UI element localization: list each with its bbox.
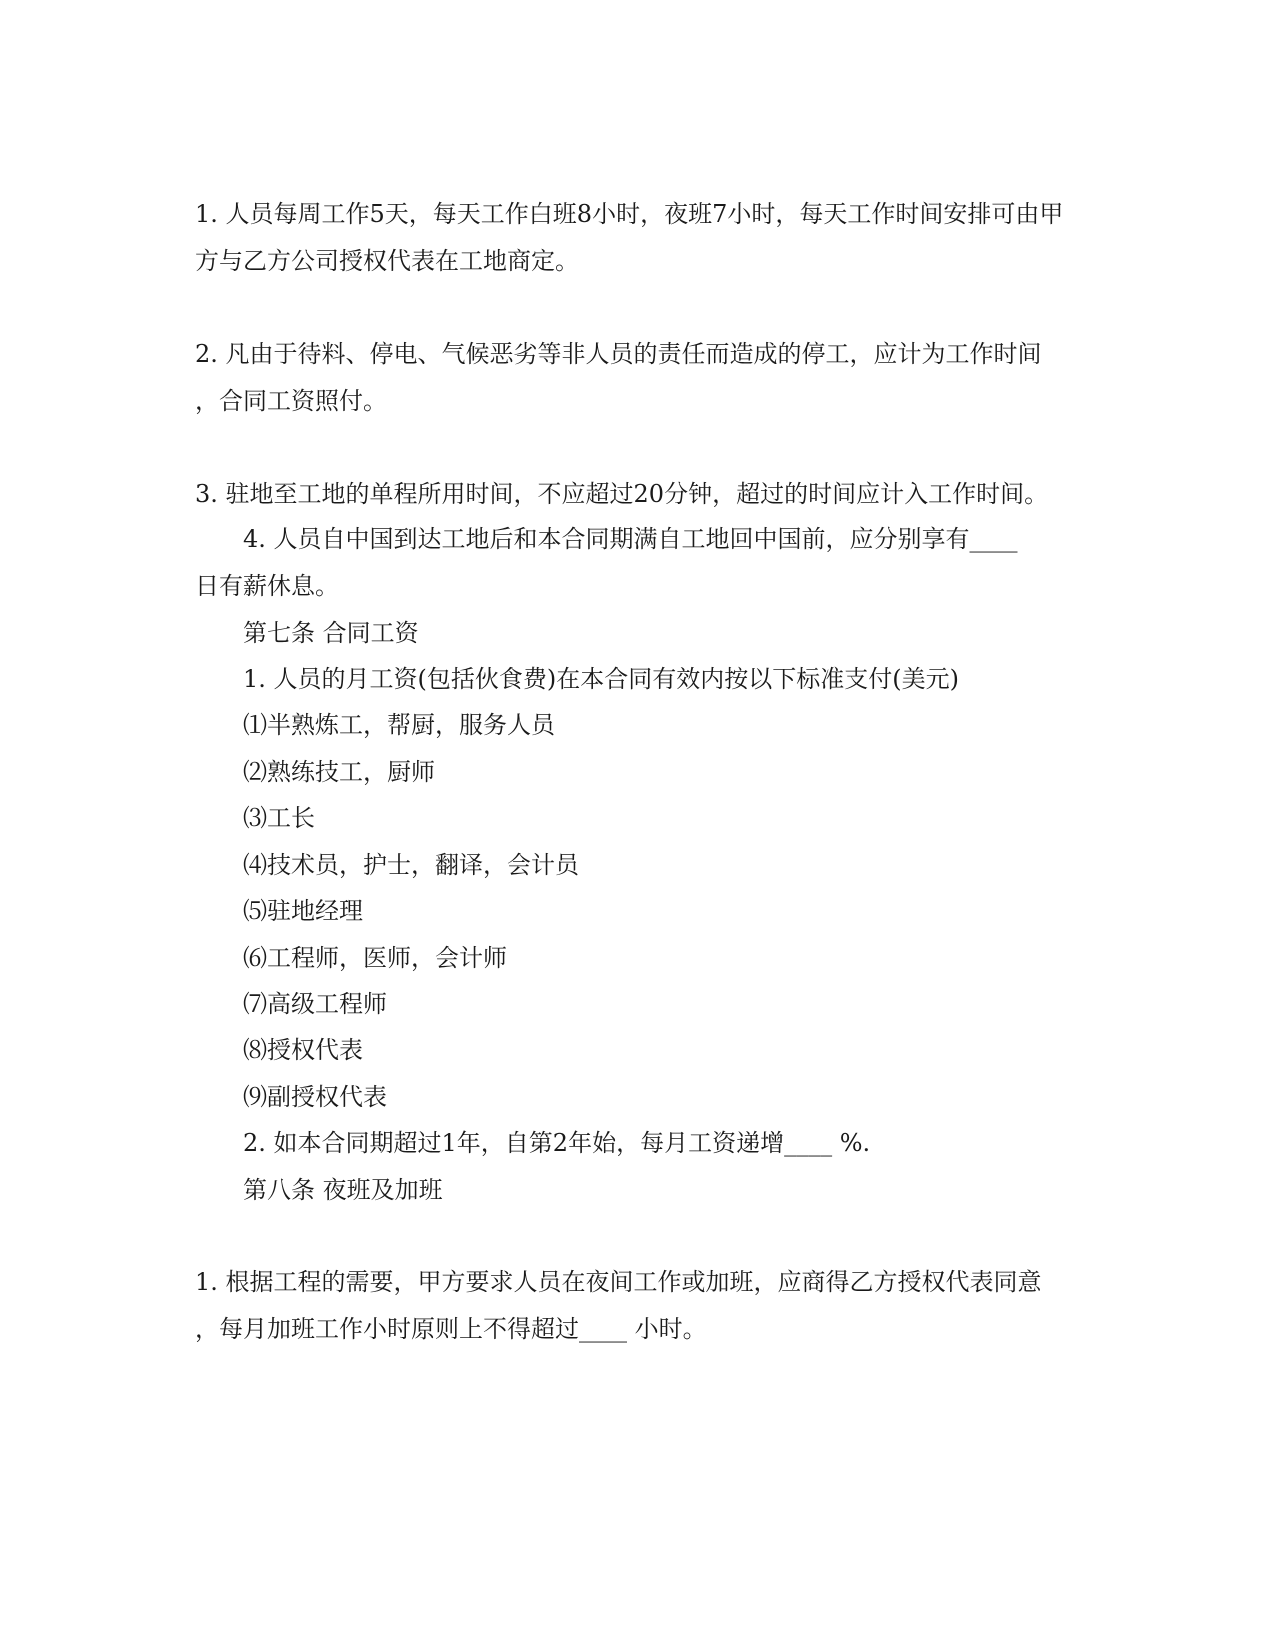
article-7-item-2: 2. 如本合同期超过1年，自第2年始，每月工资递增____ %. [243,1129,871,1157]
article-8-title: 第八条 夜班及加班 [243,1176,443,1204]
wage-category-6: ⑹工程师，医师，会计师 [243,944,507,972]
article-8-item-1-line2: ，每月加班工作小时原则上不得超过____ 小时。 [195,1315,707,1343]
article-7-item-1: 1. 人员的月工资(包括伙食费)在本合同有效内按以下标准支付(美元) [243,665,959,693]
paragraph-stoppage-line1: 2. 凡由于待料、停电、气候恶劣等非人员的责任而造成的停工，应计为工作时间 [195,340,1042,368]
article-8-item-1-line1: 1. 根据工程的需要，甲方要求人员在夜间工作或加班，应商得乙方授权代表同意 [195,1268,1042,1296]
wage-category-8: ⑻授权代表 [243,1036,363,1064]
paragraph-stoppage-line2: ，合同工资照付。 [195,387,387,415]
wage-category-1: ⑴半熟炼工，帮厨，服务人员 [243,711,555,739]
wage-category-2: ⑵熟练技工，厨师 [243,758,435,786]
paragraph-work-hours-line1: 1. 人员每周工作5天，每天工作白班8小时，夜班7小时，每天工作时间安排可由甲 [195,200,1064,228]
paragraph-rest-line2: 日有薪休息。 [195,572,339,600]
paragraph-rest-line1: 4. 人员自中国到达工地后和本合同期满自工地回中国前，应分别享有____ [243,525,1018,553]
wage-category-3: ⑶工长 [243,804,315,832]
wage-category-4: ⑷技术员，护士，翻译，会计员 [243,851,579,879]
wage-category-5: ⑸驻地经理 [243,897,363,925]
wage-category-7: ⑺高级工程师 [243,990,387,1018]
paragraph-commute: 3. 驻地至工地的单程所用时间，不应超过20分钟，超过的时间应计入工作时间。 [195,480,1049,508]
paragraph-work-hours-line2: 方与乙方公司授权代表在工地商定。 [195,247,579,275]
wage-category-9: ⑼副授权代表 [243,1083,387,1111]
article-7-title: 第七条 合同工资 [243,619,419,647]
